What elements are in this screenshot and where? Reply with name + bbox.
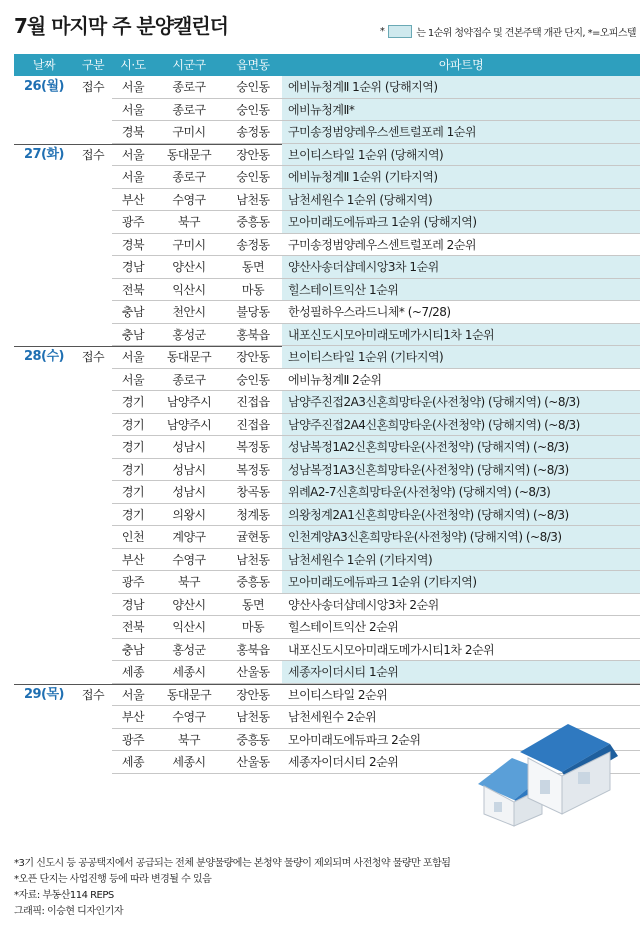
dong-cell: 중흥동 [236,215,270,229]
sido-cell: 경북 [121,237,145,252]
apartment-cell: 구미송정범양레우스센트럴포레 2순위 [288,237,476,252]
legend-text: 는 1순위 청약접수 및 견본주택 개관 단지, *=오피스텔 [416,28,636,39]
table-row [14,166,640,189]
sigungu-cell: 수영구 [172,710,206,724]
sigungu-cell: 구미시 [172,237,206,252]
dong-cell: 숭인동 [236,80,270,94]
dong-cell: 창곡동 [236,485,270,499]
date-cell: 29(목) [23,686,65,702]
apartment-cell: 양산사송더샵데시앙3차 1순위 [288,260,439,274]
sigungu-cell: 양산시 [172,260,206,274]
legend [380,24,636,39]
date-cell: 28(수) [23,349,65,364]
sido-cell: 서울 [121,147,145,162]
sido-cell: 경기 [121,395,145,409]
sigungu-cell: 익산시 [172,282,206,297]
sido-cell: 경기 [121,462,145,477]
col-header-sigungu: 시군구 [172,58,206,72]
dong-cell: 청계동 [236,507,270,522]
apartment-cell: 내포신도시모아미래도메가시티1차 1순위 [288,327,495,342]
table-row [14,436,640,459]
apartment-cell: 남천세원수 1순위 (당해지역) [288,192,433,207]
footnote-1: *3기 신도시 등 공공택지에서 공급되는 전체 분양물량에는 본청약 물량이 제외되며 사전청약 물량만 포함됨 [14,858,451,869]
sido-cell: 경기 [121,417,145,432]
dong-cell: 숭인동 [236,102,270,117]
apartment-cell: 힐스테이트익산 2순위 [288,620,399,634]
sido-cell: 충남 [121,642,145,657]
table-row [14,661,640,684]
apartment-cell: 남천세원수 1순위 (기타지역) [288,552,433,567]
table-row [14,234,640,257]
sigungu-cell: 의왕시 [172,507,206,522]
legend-highlight-swatch [388,25,412,38]
sido-cell: 서울 [121,687,145,702]
dong-cell: 동면 [241,260,265,274]
footnote-source: *자료: 부동산114 REPS [14,890,114,901]
table-row [14,76,640,99]
apartment-cell: 성남복정1A3신혼희망타운(사전청약) (당해지역) (~8/3) [288,462,569,477]
legend-prefix: * [379,26,385,37]
sigungu-cell: 구미시 [172,125,206,139]
sigungu-cell: 성남시 [172,440,206,454]
table-row [14,481,640,504]
apartment-cell: 내포신도시모아미래도메가시티1차 2순위 [288,642,495,657]
apartment-cell: 브이티스타일 2순위 [288,687,388,702]
sigungu-cell: 남양주시 [166,417,212,432]
table-row [14,346,640,369]
sigungu-cell: 남양주시 [166,395,212,409]
table-row [14,459,640,482]
dong-cell: 장안동 [236,350,270,364]
dong-cell: 귤현동 [236,530,270,544]
table-row [14,639,640,662]
sigungu-cell: 종로구 [172,102,206,117]
sido-cell: 충남 [121,305,145,319]
sido-cell: 서울 [121,80,145,94]
table-row [14,369,640,392]
apartment-cell: 양산사송더샵데시앙3차 2순위 [288,597,439,612]
sido-cell: 경남 [121,597,145,612]
sido-cell: 부산 [121,192,145,207]
dong-cell: 장안동 [236,147,270,162]
dong-cell: 산울동 [236,755,270,769]
apartment-cell: 브이티스타일 1순위 (당해지역) [288,147,444,162]
sigungu-cell: 성남시 [172,485,206,499]
sido-cell: 전북 [121,282,145,297]
sigungu-cell: 종로구 [172,372,206,387]
sigungu-cell: 북구 [177,215,201,229]
sigungu-cell: 동대문구 [166,687,212,702]
sigungu-cell: 양산시 [172,597,206,612]
dong-cell: 산울동 [236,665,270,679]
type-cell: 접수 [81,687,105,702]
sido-cell: 부산 [121,710,145,724]
table-row [14,571,640,594]
apartment-cell: 세종자이더시티 2순위 [288,755,399,769]
footnote-2: *오픈 단지는 사업진행 등에 따라 변경될 수 있음 [14,874,212,885]
apartment-cell: 세종자이더시티 1순위 [288,665,399,679]
table-row [14,324,640,347]
sigungu-cell: 북구 [177,575,201,589]
sido-cell: 경기 [121,485,145,499]
sido-cell: 충남 [121,327,145,342]
sigungu-cell: 천안시 [172,305,206,319]
apartment-cell: 인천계양A3신혼희망타운(사전청약) (당해지역) (~8/3) [288,530,562,544]
table-row [14,301,640,324]
dong-cell: 남천동 [236,552,270,567]
dong-cell: 남천동 [236,192,270,207]
table-row [14,504,640,527]
apartment-cell: 의왕청계2A1신혼희망타운(사전청약) (당해지역) (~8/3) [288,507,569,522]
sido-cell: 세종 [121,665,145,679]
apartment-cell: 에비뉴청계Ⅱ 1순위 (기타지역) [288,170,438,184]
apartment-cell: 힐스테이트익산 1순위 [288,282,399,297]
type-cell: 접수 [81,350,105,364]
apartment-cell: 구미송정범양레우스센트럴포레 1순위 [288,125,476,139]
sigungu-cell: 동대문구 [166,147,212,162]
footnotes [14,856,450,920]
dong-cell: 불당동 [236,305,270,319]
sido-cell: 경기 [121,507,145,522]
table-row [14,121,640,144]
dong-cell: 마동 [241,620,265,634]
sido-cell: 광주 [121,575,145,589]
table-header [14,54,640,76]
apartment-cell: 모아미래도에듀파크 1순위 (기타지역) [288,575,477,589]
table-row [14,594,640,617]
sigungu-cell: 세종시 [172,755,206,769]
dong-cell: 마동 [241,282,265,297]
table-row [14,256,640,279]
dong-cell: 중흥동 [236,732,270,747]
table-row [14,549,640,572]
dong-cell: 송정동 [236,125,270,139]
dong-cell: 진접읍 [236,417,270,432]
apartment-cell: 위례A2-7신혼희망타운(사전청약) (당해지역) (~8/3) [288,485,551,499]
sigungu-cell: 북구 [177,732,201,747]
sigungu-cell: 계양구 [172,530,206,544]
dong-cell: 숭인동 [236,372,270,387]
date-cell: 26(월) [23,79,65,94]
table-row [14,391,640,414]
table-row [14,189,640,212]
dong-cell: 복정동 [236,462,270,477]
sido-cell: 광주 [121,215,145,229]
col-header-dong: 읍면동 [236,58,270,72]
sigungu-cell: 홍성군 [172,327,206,342]
dong-cell: 숭인동 [236,170,270,184]
sigungu-cell: 종로구 [172,170,206,184]
sido-cell: 경남 [121,260,145,274]
sigungu-cell: 수영구 [172,552,206,567]
table-row [14,279,640,302]
dong-cell: 홍북읍 [236,642,270,657]
table-row [14,616,640,639]
sido-cell: 경북 [121,125,145,139]
apartment-cell: 에비뉴청계Ⅱ 2순위 [288,372,382,387]
page-title: 7월 마지막 주 분양캘린더 [14,14,229,38]
apartment-cell: 에비뉴청계Ⅱ 1순위 (당해지역) [288,80,438,94]
sigungu-cell: 수영구 [172,192,206,207]
table-row [14,99,640,122]
apartment-cell: 남천세원수 2순위 [288,710,377,724]
dong-cell: 장안동 [236,687,270,702]
dong-cell: 송정동 [236,237,270,252]
dong-cell: 중흥동 [236,575,270,589]
sigungu-cell: 세종시 [172,665,206,679]
type-cell: 접수 [81,80,105,94]
sido-cell: 서울 [121,170,145,184]
dong-cell: 홍북읍 [236,327,270,342]
dong-cell: 남천동 [236,710,270,724]
footnote-credit: 그래픽: 이승현 디자인기자 [14,906,123,917]
apartment-cell: 남양주진접2A3신혼희망타운(사전청약) (당해지역) (~8/3) [288,395,580,409]
apartment-cell: 에비뉴청계Ⅱ* [288,102,355,117]
house-icon [470,722,620,827]
type-cell: 접수 [81,147,105,162]
table-row [14,414,640,437]
sido-cell: 세종 [121,755,145,769]
sigungu-cell: 동대문구 [166,350,212,364]
sido-cell: 서울 [121,372,145,387]
sido-cell: 전북 [121,620,145,634]
sigungu-cell: 홍성군 [172,642,206,657]
table-row [14,144,640,167]
col-header-apt: 아파트명 [438,58,484,72]
date-cell: 27(화) [23,146,65,162]
sido-cell: 서울 [121,102,145,117]
dong-cell: 복정동 [236,440,270,454]
dong-cell: 진접읍 [236,395,270,409]
sido-cell: 서울 [121,350,145,364]
table-row [14,684,640,707]
col-header-date: 날짜 [32,58,56,72]
apartment-cell: 한성필하우스라드니체* (~7/28) [288,305,451,319]
sigungu-cell: 종로구 [172,80,206,94]
apartment-cell: 모아미래도에듀파크 1순위 (당해지역) [288,215,477,229]
table-row [14,211,640,234]
sido-cell: 경기 [121,440,145,454]
table-row [14,526,640,549]
sido-cell: 광주 [121,732,145,747]
sido-cell: 부산 [121,552,145,567]
apartment-cell: 성남복정1A2신혼희망타운(사전청약) (당해지역) (~8/3) [288,440,569,454]
sido-cell: 인천 [121,530,145,544]
sigungu-cell: 성남시 [172,462,206,477]
col-header-sido: 시·도 [120,58,146,72]
sigungu-cell: 익산시 [172,620,206,634]
apartment-cell: 남양주진접2A4신혼희망타운(사전청약) (당해지역) (~8/3) [288,417,580,432]
dong-cell: 동면 [241,597,265,612]
apartment-cell: 모아미래도에듀파크 2순위 [288,732,421,747]
col-header-type: 구분 [81,58,105,72]
apartment-cell: 브이티스타일 1순위 (기타지역) [288,350,444,364]
